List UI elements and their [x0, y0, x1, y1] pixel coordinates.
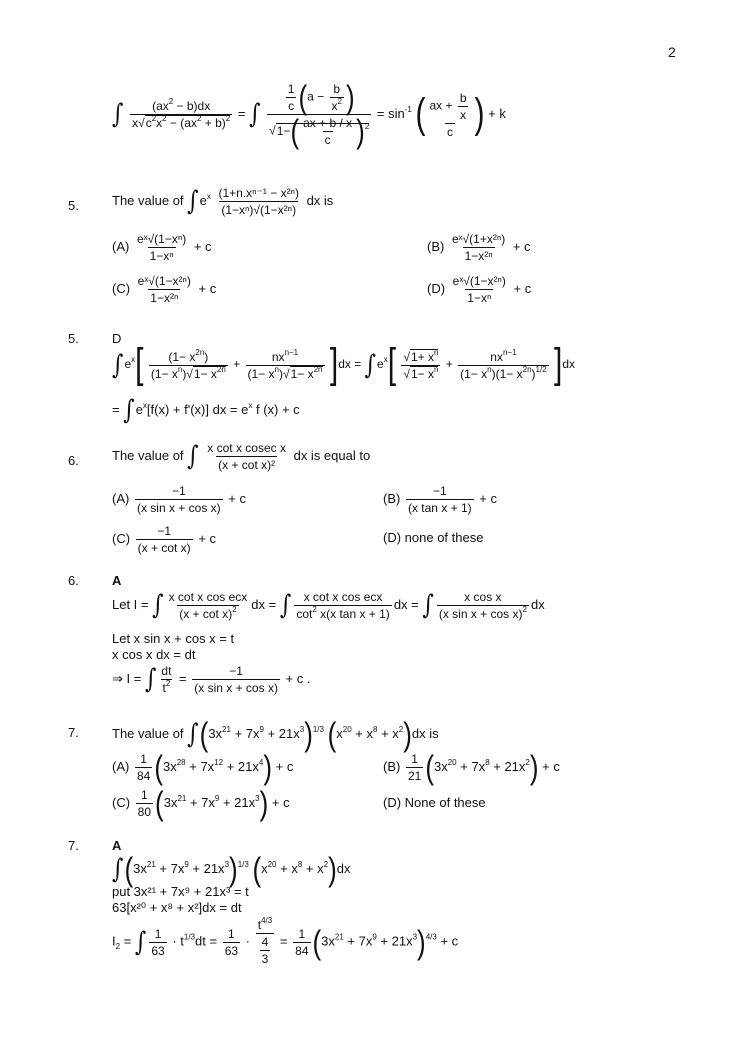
q6-option-d[interactable]: (D) none of these: [383, 530, 484, 545]
q6-option-a[interactable]: (A) $\frac{-1}{\text{(x sin x + cos x)}}$ + c: [112, 484, 246, 515]
solution-line: Let I = ∫ $\frac{\text{x cot x cos ecx}}{(x + \cot x)^2}$ dx = ∫ $\frac{\text{x cot x cos ecx}}{\cot^2 x(x \tan x + 1)}$ dx = ∫ $\frac{\text{x cos x}}{(x \sin x + \cos x)^2}$ dx: [112, 590, 545, 621]
q6-option-b[interactable]: (B) $\frac{-1}{\text{(x tan x + 1)}}$ + c: [383, 484, 498, 515]
question-number: 7.: [68, 725, 79, 740]
q5-option-c[interactable]: (C) $\frac{\text{eˣ√(1−x²ⁿ)}}{\text{1−x²ⁿ}}$ + c: [112, 274, 217, 305]
solution-line: ⇒ I = ∫ $\frac{dt}{t^2}$ = $\frac{-1}{\text{(x sin x + cos x)}}$ + c .: [112, 664, 311, 695]
answer-key: D: [112, 331, 122, 346]
solution-line: x cos x dx = dt: [112, 647, 196, 662]
q7-option-c[interactable]: (C) $\frac{1}{80}$ $(3x^{21} + 7x^9 + 21x^3) + c$: [112, 783, 290, 823]
q5-option-a[interactable]: (A) $\frac{\text{eˣ√(1−xⁿ)}}{\text{1−xⁿ}}$ + c: [112, 232, 212, 263]
solution-line: Let x sin x + cos x = t: [112, 631, 235, 646]
answer-number: 5.: [68, 331, 79, 346]
solution-line: $\int e^x$[ $\frac{(1- x^{2n})}{(1- x^n)√1- x^{2n}}$ + $\frac{nx^{n-1}}{(1- x^n)√1- x^{2n}}$ ]$dx = \int e^x$[ $\frac{√1+ x^n}{√1- x^n}$ + $\frac{nx^{n-1}}{(1- x^n)(1- x^{2n})^{1/2}}$ ]dx: [112, 341, 576, 388]
question-6-prompt: The value of ∫ $\frac{\text{x cot x cosec x}}{\text{(x + cot x)²}}$ dx is equal to: [112, 441, 371, 472]
page-number: 2: [668, 44, 676, 60]
question-number: 6.: [68, 453, 79, 468]
answer-key: A: [112, 573, 122, 588]
q6-option-c[interactable]: (C) $\frac{-1}{\text{(x + cot x)}}$ + c: [112, 524, 217, 555]
q5-option-b[interactable]: (B) $\frac{\text{eˣ√(1+x²ⁿ)}}{\text{1−x²ⁿ}}$ + c: [427, 232, 531, 263]
q7-option-a[interactable]: (A) $\frac{1}{84}$ $(3x^{28} + 7x^{12} + 21x^4) + c$: [112, 747, 294, 787]
question-7-prompt: The value of $\int(3x^{21} + 7x^9 + 21x^3)^{1/3}$ $(x^{20} + x^8 + x^2)dx$ is: [112, 714, 439, 754]
answer-number: 6.: [68, 573, 79, 588]
solution-line: = $\int e^x[f(x) + f'(x)]$ dx = $e^x$ f (x) + c: [112, 395, 300, 426]
q7-option-d[interactable]: (D) None of these: [383, 795, 486, 810]
question-5-prompt: The value of $\int e^x$ $\frac{\text{(1+n.xⁿ⁻¹ − x²ⁿ)}}{\text{(1−xⁿ)√(1−x²ⁿ)}}$ dx is: [112, 186, 334, 217]
solution-line: 63[x²⁰ + x⁸ + x²]dx = dt: [112, 900, 242, 915]
q7-option-b[interactable]: (B) $\frac{1}{21}$ $(3x^{20} + 7x^8 + 21x^2) + c$: [383, 747, 560, 787]
solution-line: $I_2$ = ∫ $\frac{1}{63}$ · $t^{1/3}dt$ = $\frac{1}{63}$ · $\frac{t^{4/3}}{\frac{4}{3}}$ = $\frac{1}{84}$ $(3x^{21} + 7x^9 + 21x^3)^{4/3} + c$: [112, 916, 459, 966]
question-number: 5.: [68, 198, 79, 213]
answer-key: A: [112, 838, 122, 853]
solution-line: put 3x²¹ + 7x⁹ + 21x³ = t: [112, 884, 249, 899]
q5-option-d[interactable]: (D) $\frac{\text{eˣ√(1−x²ⁿ)}}{\text{1−xⁿ}}$ + c: [427, 274, 532, 305]
answer-number: 7.: [68, 838, 79, 853]
solution-line: $\int(3x^{21} + 7x^9 + 21x^3)^{1/3}$ $(x^{20} + x^8 + x^2)dx$: [112, 849, 351, 889]
top-formula: ∫ $\frac{(ax^2 - b)dx}{x√c^2x^2 - (ax^2 + b)^2}$ = ∫ $\frac{1}{c}$ (a − $\frac{b}{x^2}$ ) √1−( $\frac{ax + b / x}{c}$ )$^2$ = $\sin^{-1}$ ( ax + $\frac{b}{x}$ c ) + k: [112, 77, 506, 151]
